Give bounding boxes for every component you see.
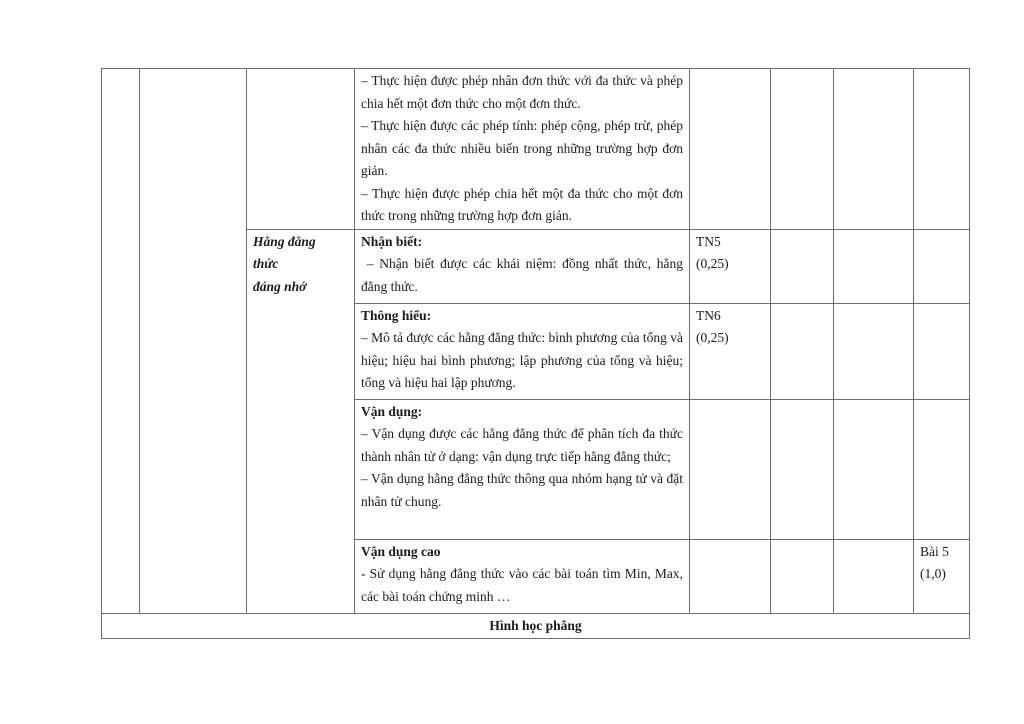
section-title-hinh-hoc-phang: Hình học phẳng	[102, 613, 970, 639]
empty-cell	[771, 539, 834, 613]
row-section-footer	[102, 613, 970, 639]
empty-cell	[834, 539, 914, 613]
topic-line: thức	[253, 256, 279, 271]
level-heading: Vận dụng:	[361, 403, 423, 419]
requirement-text: – Thực hiện được phép chia hết một đa thức cho một đơn thức trong những trường hợp đơn giản.	[361, 185, 683, 223]
empty-cell	[834, 399, 914, 539]
empty-cell	[914, 303, 970, 399]
requirement-text: – Nhận biết được các khái niệm: đồng nhất thức, hằng đẳng thức.	[361, 256, 683, 294]
test-spec-matrix-table	[101, 68, 970, 639]
empty-cell	[914, 399, 970, 539]
empty-cell	[914, 229, 970, 303]
empty-cell	[834, 69, 914, 230]
exercise-score: (1,0)	[920, 566, 946, 581]
empty-topic-cell	[247, 69, 355, 230]
answer-score: (0,25)	[696, 330, 729, 345]
answer-code: TN6	[696, 307, 721, 323]
empty-cell	[771, 229, 834, 303]
requirement-text: – Mô tả được các hằng đẳng thức: bình phương của tổng và hiệu; hiệu hai bình phương; lập phương của tổng và hiệu; tổng và hiệu hai lập phương.	[361, 330, 683, 390]
empty-cell	[771, 399, 834, 539]
content-cell-nhan-biet	[355, 229, 690, 303]
empty-cell-col2	[140, 69, 247, 614]
empty-cell	[690, 539, 771, 613]
answer-code: TN5	[696, 233, 721, 249]
content-cell-polynomial	[355, 69, 690, 230]
empty-cell	[690, 399, 771, 539]
requirement-text: – Vận dụng được các hằng đẳng thức để phân tích đa thức thành nhân tử ở dạng: vận dụng trực tiếp hằng đẳng thức;	[361, 426, 683, 464]
empty-cell	[690, 69, 771, 230]
empty-cell-col1	[102, 69, 140, 614]
content-cell-thong-hieu	[355, 303, 690, 399]
answer-cell-tn5	[690, 229, 771, 303]
level-heading: Nhận biết:	[361, 233, 423, 249]
empty-cell	[834, 229, 914, 303]
empty-cell	[914, 69, 970, 230]
exercise-cell-bai5	[914, 539, 970, 613]
content-cell-van-dung-cao	[355, 539, 690, 613]
empty-cell	[771, 303, 834, 399]
requirement-text: – Vận dụng hằng đẳng thức thông qua nhóm hạng tử và đặt nhân tử chung.	[361, 471, 683, 509]
answer-cell-tn6	[690, 303, 771, 399]
answer-score: (0,25)	[696, 256, 729, 271]
topic-line: đáng nhớ	[253, 278, 307, 294]
empty-cell	[834, 303, 914, 399]
exercise-code: Bài 5	[920, 543, 949, 559]
row-polynomial-operations	[102, 69, 970, 230]
content-cell-van-dung	[355, 399, 690, 539]
requirement-text: – Thực hiện được các phép tính: phép cộng, phép trừ, phép nhân các đa thức nhiều biến trong những trường hợp đơn giản.	[361, 118, 683, 178]
level-heading: Thông hiểu:	[361, 307, 432, 323]
topic-cell-hang-dang-thuc	[247, 229, 355, 613]
empty-cell	[771, 69, 834, 230]
topic-line: Hằng đẳng	[253, 233, 316, 249]
requirement-text: – Thực hiện được phép nhân đơn thức với đa thức và phép chia hết một đơn thức cho một đơn thức.	[361, 73, 683, 111]
level-heading: Vận dụng cao	[361, 543, 441, 559]
requirement-text: - Sử dụng hằng đẳng thức vào các bài toán tìm Min, Max, các bài toán chứng minh …	[361, 566, 683, 604]
